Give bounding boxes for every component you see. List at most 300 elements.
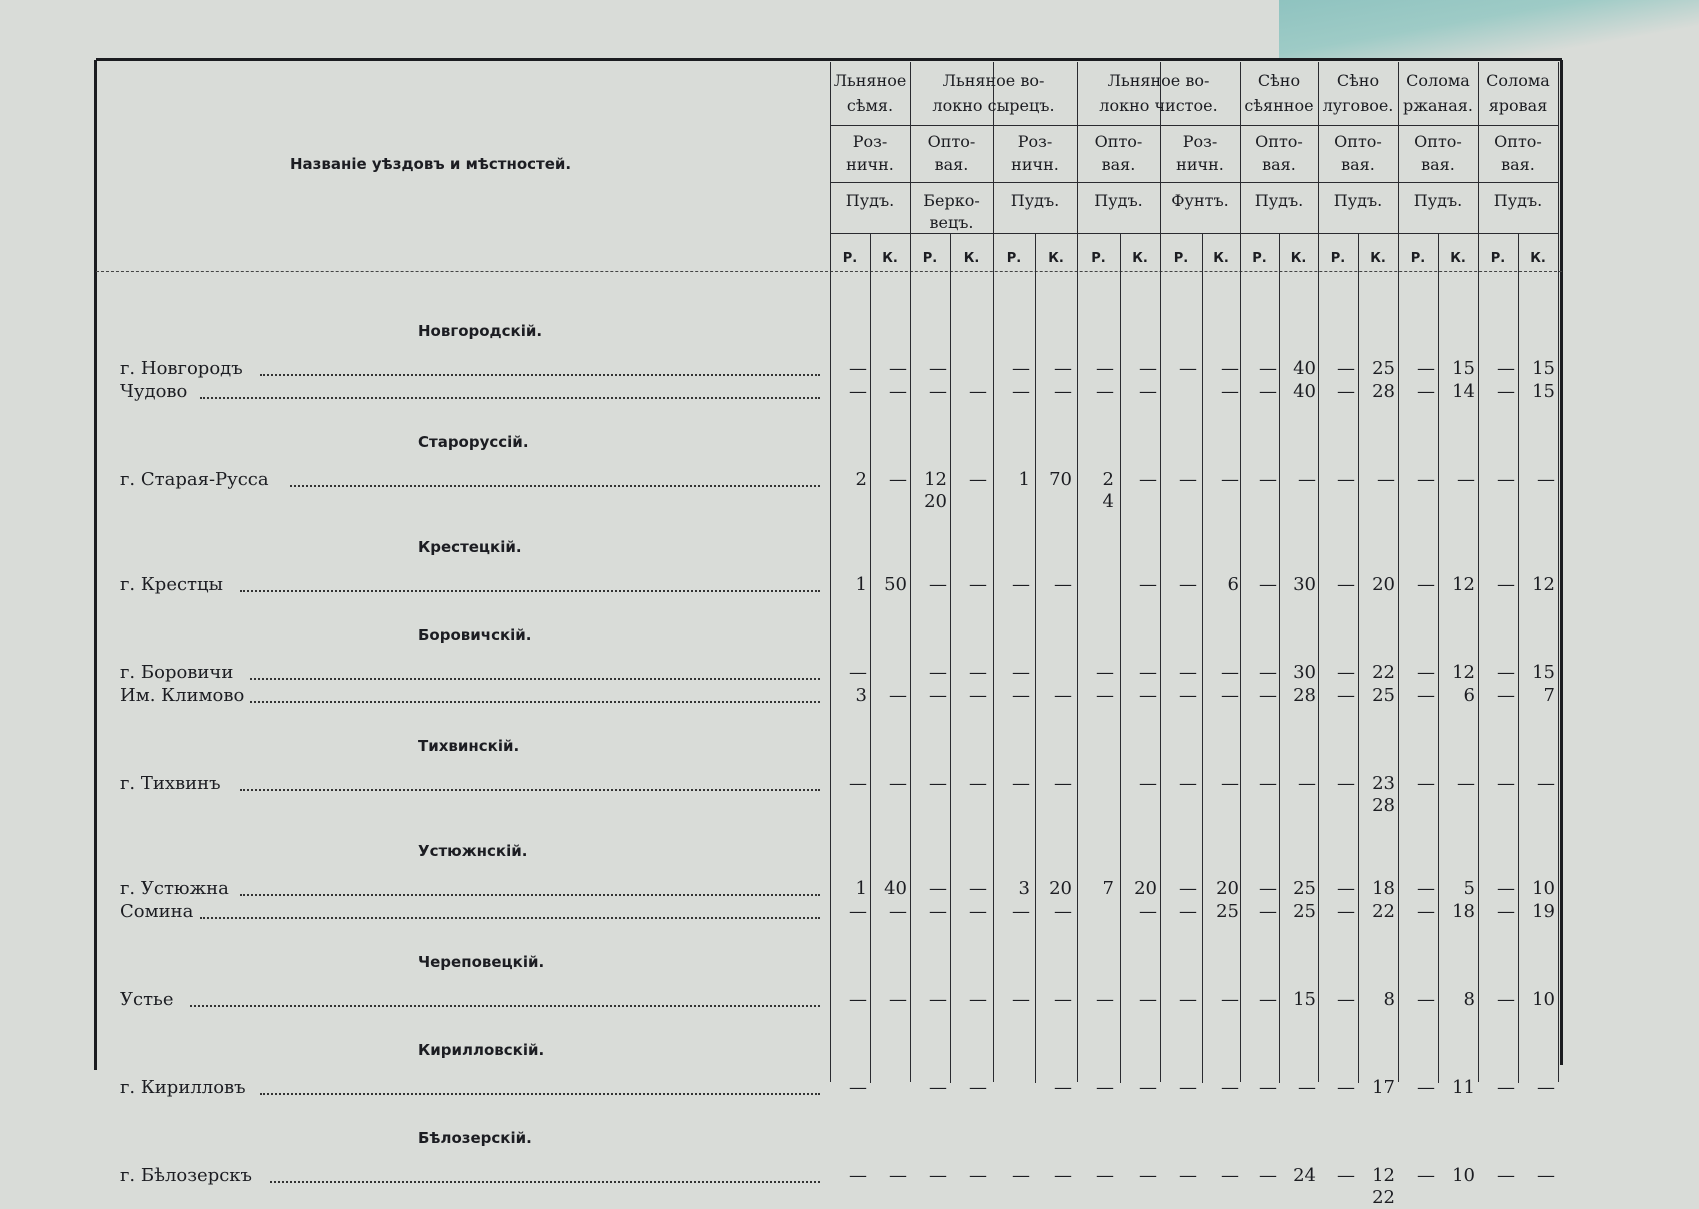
leader-dots (200, 915, 820, 919)
price-cell: — (1497, 773, 1515, 794)
price-cell: 40 (1293, 381, 1316, 402)
price-cell: — (1179, 901, 1197, 922)
price-cell: — (1054, 358, 1072, 379)
price-cell: — (969, 989, 987, 1010)
price-cell: — (1259, 773, 1277, 794)
price-cell: 3 (1018, 878, 1030, 899)
leader-dots (200, 395, 820, 399)
price-cell: — (1096, 989, 1114, 1010)
price-cell: — (1139, 989, 1157, 1010)
currency-header: К. (1290, 251, 1307, 266)
price-cell: — (1221, 1165, 1239, 1186)
price-cell: — (1497, 1077, 1515, 1098)
price-cell: 20 (1049, 878, 1072, 899)
column-rule (1558, 62, 1559, 1082)
sale-type-header: Опто- вая. (1494, 132, 1542, 174)
price-cell: — (929, 574, 947, 595)
price-cell: 30 (1293, 574, 1316, 595)
price-cell: — (929, 685, 947, 706)
currency-header: Р. (1091, 251, 1106, 266)
price-cell: — (929, 1165, 947, 1186)
price-cell: — (1139, 469, 1157, 490)
price-cell: — (1259, 1077, 1277, 1098)
currency-header: К. (1213, 251, 1229, 266)
price-cell: — (1096, 1077, 1114, 1098)
price-cell: 25 (1293, 878, 1316, 899)
name-column-header: Названіе уѣздовъ и мѣстностей. (290, 155, 572, 173)
currency-header: Р. (1330, 251, 1346, 266)
unit-header: Пудъ. (1333, 191, 1383, 210)
price-cell: — (1139, 1077, 1157, 1098)
sale-type-header: Роз- ничн. (846, 132, 894, 174)
price-cell: — (1096, 381, 1114, 402)
price-cell: 15 (1532, 662, 1555, 683)
price-cell: 19 (1532, 901, 1555, 922)
price-cell: — (1537, 773, 1555, 794)
price-cell: — (1298, 469, 1316, 490)
price-cell: 15 (1532, 358, 1555, 379)
price-cell: — (889, 685, 907, 706)
price-cell: 11 (1452, 1077, 1475, 1098)
price-cell: — (1139, 901, 1157, 922)
price-cell: — (1054, 1165, 1072, 1186)
price-cell: 17 (1372, 1077, 1395, 1098)
sale-type-header: Опто- вая. (927, 132, 976, 174)
price-cell: — (1054, 685, 1072, 706)
price-cell: 25 (1372, 358, 1395, 379)
place-name: г. Боровичи (120, 662, 234, 683)
column-rule (1160, 62, 1161, 1082)
column-rule (1318, 62, 1319, 1082)
price-cell: — (849, 662, 867, 683)
price-cell: — (1054, 381, 1072, 402)
price-cell: — (1139, 1165, 1157, 1186)
sale-type-header: Опто- вая. (1414, 132, 1462, 174)
price-cell: — (1298, 1077, 1316, 1098)
price-cell: — (929, 662, 947, 683)
price-cell: — (1417, 878, 1435, 899)
price-cell: — (889, 901, 907, 922)
price-cell: — (889, 469, 907, 490)
price-cell: — (1221, 358, 1239, 379)
price-cell: — (1012, 773, 1030, 794)
price-cell: — (1417, 662, 1435, 683)
price-cell: 28 (1372, 381, 1395, 402)
sale-type-header: Опто- вая. (1094, 132, 1143, 174)
price-cell: — (1337, 662, 1355, 683)
price-cell: 20 (1134, 878, 1157, 899)
currency-header: К. (1370, 251, 1386, 266)
price-cell: — (1377, 469, 1395, 490)
price-cell: — (1179, 1165, 1197, 1186)
leader-dots (270, 1179, 820, 1183)
price-cell: — (1259, 901, 1277, 922)
unit-header: Пудъ. (845, 191, 895, 210)
price-cell: — (1337, 358, 1355, 379)
currency-header: Р. (1252, 251, 1267, 266)
price-cell: — (1337, 685, 1355, 706)
price-cell: — (1139, 358, 1157, 379)
district-heading: Кирилловскій. (418, 1041, 545, 1059)
price-cell: 30 (1293, 662, 1316, 683)
price-cell: — (1054, 773, 1072, 794)
price-cell: — (1417, 901, 1435, 922)
price-cell: — (1337, 901, 1355, 922)
price-cell: 6 (1463, 685, 1475, 706)
price-cell: — (1497, 685, 1515, 706)
price-cell: — (1179, 1077, 1197, 1098)
price-cell: — (1259, 381, 1277, 402)
price-cell: 12 (1452, 574, 1475, 595)
unit-header: Пудъ. (1010, 191, 1060, 210)
sale-type-header: Опто- вая. (1334, 132, 1382, 174)
currency-header: Р. (1490, 251, 1506, 266)
leader-dots (240, 787, 820, 791)
price-cell: — (1012, 989, 1030, 1010)
price-cell: — (1337, 989, 1355, 1010)
price-cell: 1 (1018, 469, 1030, 490)
price-cell: — (1012, 381, 1030, 402)
price-cell: — (1497, 662, 1515, 683)
price-cell: — (1221, 662, 1239, 683)
price-cell: 12 (1452, 662, 1475, 683)
price-cell: 8 (1383, 989, 1395, 1010)
price-cell: — (1221, 989, 1239, 1010)
price-cell: — (1012, 901, 1030, 922)
sale-rule (830, 182, 1558, 183)
price-cell: 12 (1532, 574, 1555, 595)
leader-dots (190, 1003, 820, 1007)
price-cell: 10 (1452, 1165, 1475, 1186)
price-cell: — (1417, 358, 1435, 379)
price-cell: — (1096, 1165, 1114, 1186)
unit-header: Пудъ. (1254, 191, 1304, 210)
leader-dots (260, 372, 820, 376)
price-cell: — (1337, 469, 1355, 490)
price-cell: — (1298, 773, 1316, 794)
price-cell: — (1457, 469, 1475, 490)
price-cell: — (1012, 358, 1030, 379)
price-cell: — (1259, 469, 1277, 490)
price-cell: — (1179, 989, 1197, 1010)
price-cell: — (1179, 358, 1197, 379)
currency-header: К. (882, 251, 898, 266)
column-rule (993, 62, 994, 1082)
price-cell: — (1139, 662, 1157, 683)
price-cell: — (929, 773, 947, 794)
price-cell: 20 (1372, 574, 1395, 595)
price-cell: — (1139, 685, 1157, 706)
price-cell: — (1012, 1165, 1030, 1186)
price-cell: — (1221, 685, 1239, 706)
leader-dots (260, 1091, 820, 1095)
price-cell: — (969, 1077, 987, 1098)
price-cell: — (1054, 1077, 1072, 1098)
currency-header: К. (1450, 251, 1466, 266)
price-cell: 14 (1452, 381, 1475, 402)
group-header: Сѣно сѣянное (1244, 71, 1314, 115)
price-cell: 18 (1452, 901, 1475, 922)
price-cell: — (1096, 685, 1114, 706)
unit-header: Берко- вецъ. (923, 191, 980, 232)
price-cell: 25 (1293, 901, 1316, 922)
currency-header: К. (1048, 251, 1064, 266)
place-name: Устье (120, 989, 174, 1010)
price-cell: — (1259, 989, 1277, 1010)
price-cell: — (889, 989, 907, 1010)
price-cell: — (1054, 574, 1072, 595)
price-cell: — (1096, 662, 1114, 683)
unit-header: Пудъ. (1094, 191, 1143, 210)
price-cell: — (1259, 358, 1277, 379)
price-cell: 15 (1293, 989, 1316, 1010)
price-cell: — (1259, 1165, 1277, 1186)
leader-dots (250, 676, 820, 680)
place-name: Чудово (120, 381, 188, 402)
price-cell: — (1497, 574, 1515, 595)
district-heading: Новгородскій. (418, 322, 543, 340)
currency-header: Р. (922, 251, 938, 266)
price-cell: — (969, 662, 987, 683)
price-cell: 7 (1543, 685, 1555, 706)
price-cell: 15 (1452, 358, 1475, 379)
price-cell: 3 (855, 685, 867, 706)
price-cell: — (1337, 878, 1355, 899)
price-cell: — (1417, 381, 1435, 402)
price-cell: — (1497, 901, 1515, 922)
group-header: Льняное во- локно чистое. (1099, 71, 1218, 115)
currency-header: К. (1530, 251, 1546, 266)
sale-type-header: Опто- вая. (1255, 132, 1303, 174)
leader-dots (240, 892, 820, 896)
price-cell: — (1221, 773, 1239, 794)
price-cell: — (849, 358, 867, 379)
price-cell: 12 20 (924, 469, 947, 512)
price-cell: — (1417, 685, 1435, 706)
place-name: г. Тихвинъ (120, 773, 221, 794)
place-name: г. Устюжна (120, 878, 229, 899)
price-cell: 22 (1372, 662, 1395, 683)
place-name: г. Кирилловъ (120, 1077, 246, 1098)
price-cell: — (1537, 469, 1555, 490)
price-cell: — (1179, 469, 1197, 490)
price-cell: — (1337, 773, 1355, 794)
unit-header: Пудъ. (1493, 191, 1543, 210)
price-cell: — (1259, 662, 1277, 683)
price-cell: 10 (1532, 989, 1555, 1010)
header-separator (96, 271, 1562, 273)
column-rule (1478, 62, 1479, 1082)
price-cell: — (1012, 574, 1030, 595)
place-name: Сомина (120, 901, 194, 922)
price-cell: 23 28 (1372, 773, 1395, 816)
price-cell: 1 (855, 574, 867, 595)
price-cell: — (969, 685, 987, 706)
price-cell: — (1139, 574, 1157, 595)
place-name: г. Новгородъ (120, 358, 243, 379)
price-cell: — (1417, 773, 1435, 794)
price-cell: — (1337, 1077, 1355, 1098)
price-cell: — (1139, 381, 1157, 402)
top-rule (96, 58, 1562, 61)
currency-header: Р. (1410, 251, 1426, 266)
right-rule (1560, 60, 1563, 1065)
price-cell: — (1096, 358, 1114, 379)
currency-header: Р. (1006, 251, 1022, 266)
currency-header: Р. (1173, 251, 1189, 266)
price-cell: — (1417, 1165, 1435, 1186)
district-heading: Староруссій. (418, 433, 529, 451)
price-cell: — (889, 773, 907, 794)
price-cell: — (1337, 381, 1355, 402)
district-heading: Бѣлозерскій. (418, 1129, 532, 1147)
price-cell: — (929, 989, 947, 1010)
column-rule (1077, 62, 1078, 1082)
price-cell: 25 (1216, 901, 1239, 922)
price-cell: — (849, 1077, 867, 1098)
price-cell: — (929, 381, 947, 402)
price-cell: — (849, 989, 867, 1010)
price-cell: — (969, 574, 987, 595)
price-cell: — (969, 773, 987, 794)
left-rule (94, 60, 97, 1070)
price-cell: — (849, 381, 867, 402)
price-cell: — (1179, 878, 1197, 899)
price-cell: — (1179, 574, 1197, 595)
price-cell: — (1012, 685, 1030, 706)
price-cell: 2 4 (1102, 469, 1114, 512)
price-cell: — (1259, 574, 1277, 595)
price-cell: — (849, 901, 867, 922)
price-cell: 5 (1463, 878, 1475, 899)
leader-dots (250, 699, 820, 703)
price-cell: — (1259, 685, 1277, 706)
group-rule (830, 125, 1558, 126)
price-cell: 40 (884, 878, 907, 899)
group-header: Льняное сѣмя. (833, 71, 907, 115)
price-cell: — (1221, 469, 1239, 490)
price-cell: — (929, 1077, 947, 1098)
price-cell: — (1417, 1077, 1435, 1098)
price-cell: — (1337, 1165, 1355, 1186)
price-cell: — (1259, 878, 1277, 899)
price-cell: 70 (1049, 469, 1072, 490)
place-name: г. Крестцы (120, 574, 223, 595)
column-rule (1240, 62, 1241, 1082)
price-cell: — (1012, 662, 1030, 683)
price-cell: — (1221, 1077, 1239, 1098)
price-cell: — (1497, 469, 1515, 490)
paper-stain (1279, 0, 1699, 60)
place-name: г. Старая-Русса (120, 469, 269, 490)
currency-header: К. (963, 251, 980, 266)
price-cell: 8 (1463, 989, 1475, 1010)
currency-header: К. (1132, 251, 1148, 266)
price-cell: 20 (1216, 878, 1239, 899)
price-cell: — (889, 381, 907, 402)
price-cell: 1 (855, 878, 867, 899)
district-heading: Крестецкій. (418, 538, 522, 556)
price-cell: — (969, 381, 987, 402)
price-cell: — (1497, 381, 1515, 402)
price-cell: — (1497, 1165, 1515, 1186)
price-cell: 7 (1102, 878, 1114, 899)
price-cell: 2 (855, 469, 867, 490)
price-cell: — (1537, 1165, 1555, 1186)
price-cell: — (889, 1165, 907, 1186)
column-rule (950, 233, 951, 1083)
price-cell: 12 22 (1372, 1165, 1395, 1208)
price-cell: — (1054, 989, 1072, 1010)
sale-type-header: Роз- ничн. (1176, 132, 1224, 174)
district-heading: Череповецкій. (418, 953, 545, 971)
price-cell: — (929, 901, 947, 922)
price-cell: — (1221, 381, 1239, 402)
price-cell: — (1537, 1077, 1555, 1098)
price-cell: 28 (1293, 685, 1316, 706)
price-cell: 10 (1532, 878, 1555, 899)
price-cell: — (1497, 989, 1515, 1010)
price-cell: — (1139, 773, 1157, 794)
group-header: Солома ржаная. (1403, 71, 1473, 115)
district-heading: Устюжнскій. (418, 842, 528, 860)
column-rule (1398, 62, 1399, 1082)
price-cell: — (1179, 662, 1197, 683)
price-cell: — (849, 773, 867, 794)
price-cell: 15 (1532, 381, 1555, 402)
price-cell: — (969, 901, 987, 922)
price-cell: — (929, 878, 947, 899)
price-cell: 25 (1372, 685, 1395, 706)
group-header: Льняное во- локно сырецъ. (932, 71, 1055, 115)
group-header: Солома яровая (1486, 71, 1550, 115)
price-cell: — (849, 1165, 867, 1186)
currency-header: Р. (842, 251, 858, 266)
price-cell: — (1337, 574, 1355, 595)
district-heading: Тихвинскій. (418, 737, 520, 755)
price-cell: — (1497, 878, 1515, 899)
leader-dots (290, 483, 820, 487)
price-cell: — (1497, 358, 1515, 379)
unit-header: Пудъ. (1413, 191, 1463, 210)
district-heading: Боровичскій. (418, 626, 532, 644)
price-cell: 50 (884, 574, 907, 595)
price-cell: — (1417, 574, 1435, 595)
column-rule (830, 62, 831, 1082)
price-cell: — (969, 878, 987, 899)
place-name: г. Бѣлозерскъ (120, 1165, 253, 1186)
price-cell: — (1457, 773, 1475, 794)
price-cell: — (969, 469, 987, 490)
unit-header: Фунтъ. (1171, 191, 1229, 210)
price-cell: — (1054, 901, 1072, 922)
place-name: Им. Климово (120, 685, 245, 706)
price-cell: — (1179, 773, 1197, 794)
price-cell: 18 (1372, 878, 1395, 899)
price-cell: — (1179, 685, 1197, 706)
price-cell: — (929, 358, 947, 379)
price-cell: — (889, 358, 907, 379)
price-cell: — (1417, 989, 1435, 1010)
price-cell: 40 (1293, 358, 1316, 379)
price-cell: — (969, 1165, 987, 1186)
price-cell: 24 (1293, 1165, 1316, 1186)
sale-type-header: Роз- ничн. (1011, 132, 1059, 174)
price-cell: — (1417, 469, 1435, 490)
price-cell: 22 (1372, 901, 1395, 922)
price-cell: 6 (1227, 574, 1239, 595)
leader-dots (240, 588, 820, 592)
